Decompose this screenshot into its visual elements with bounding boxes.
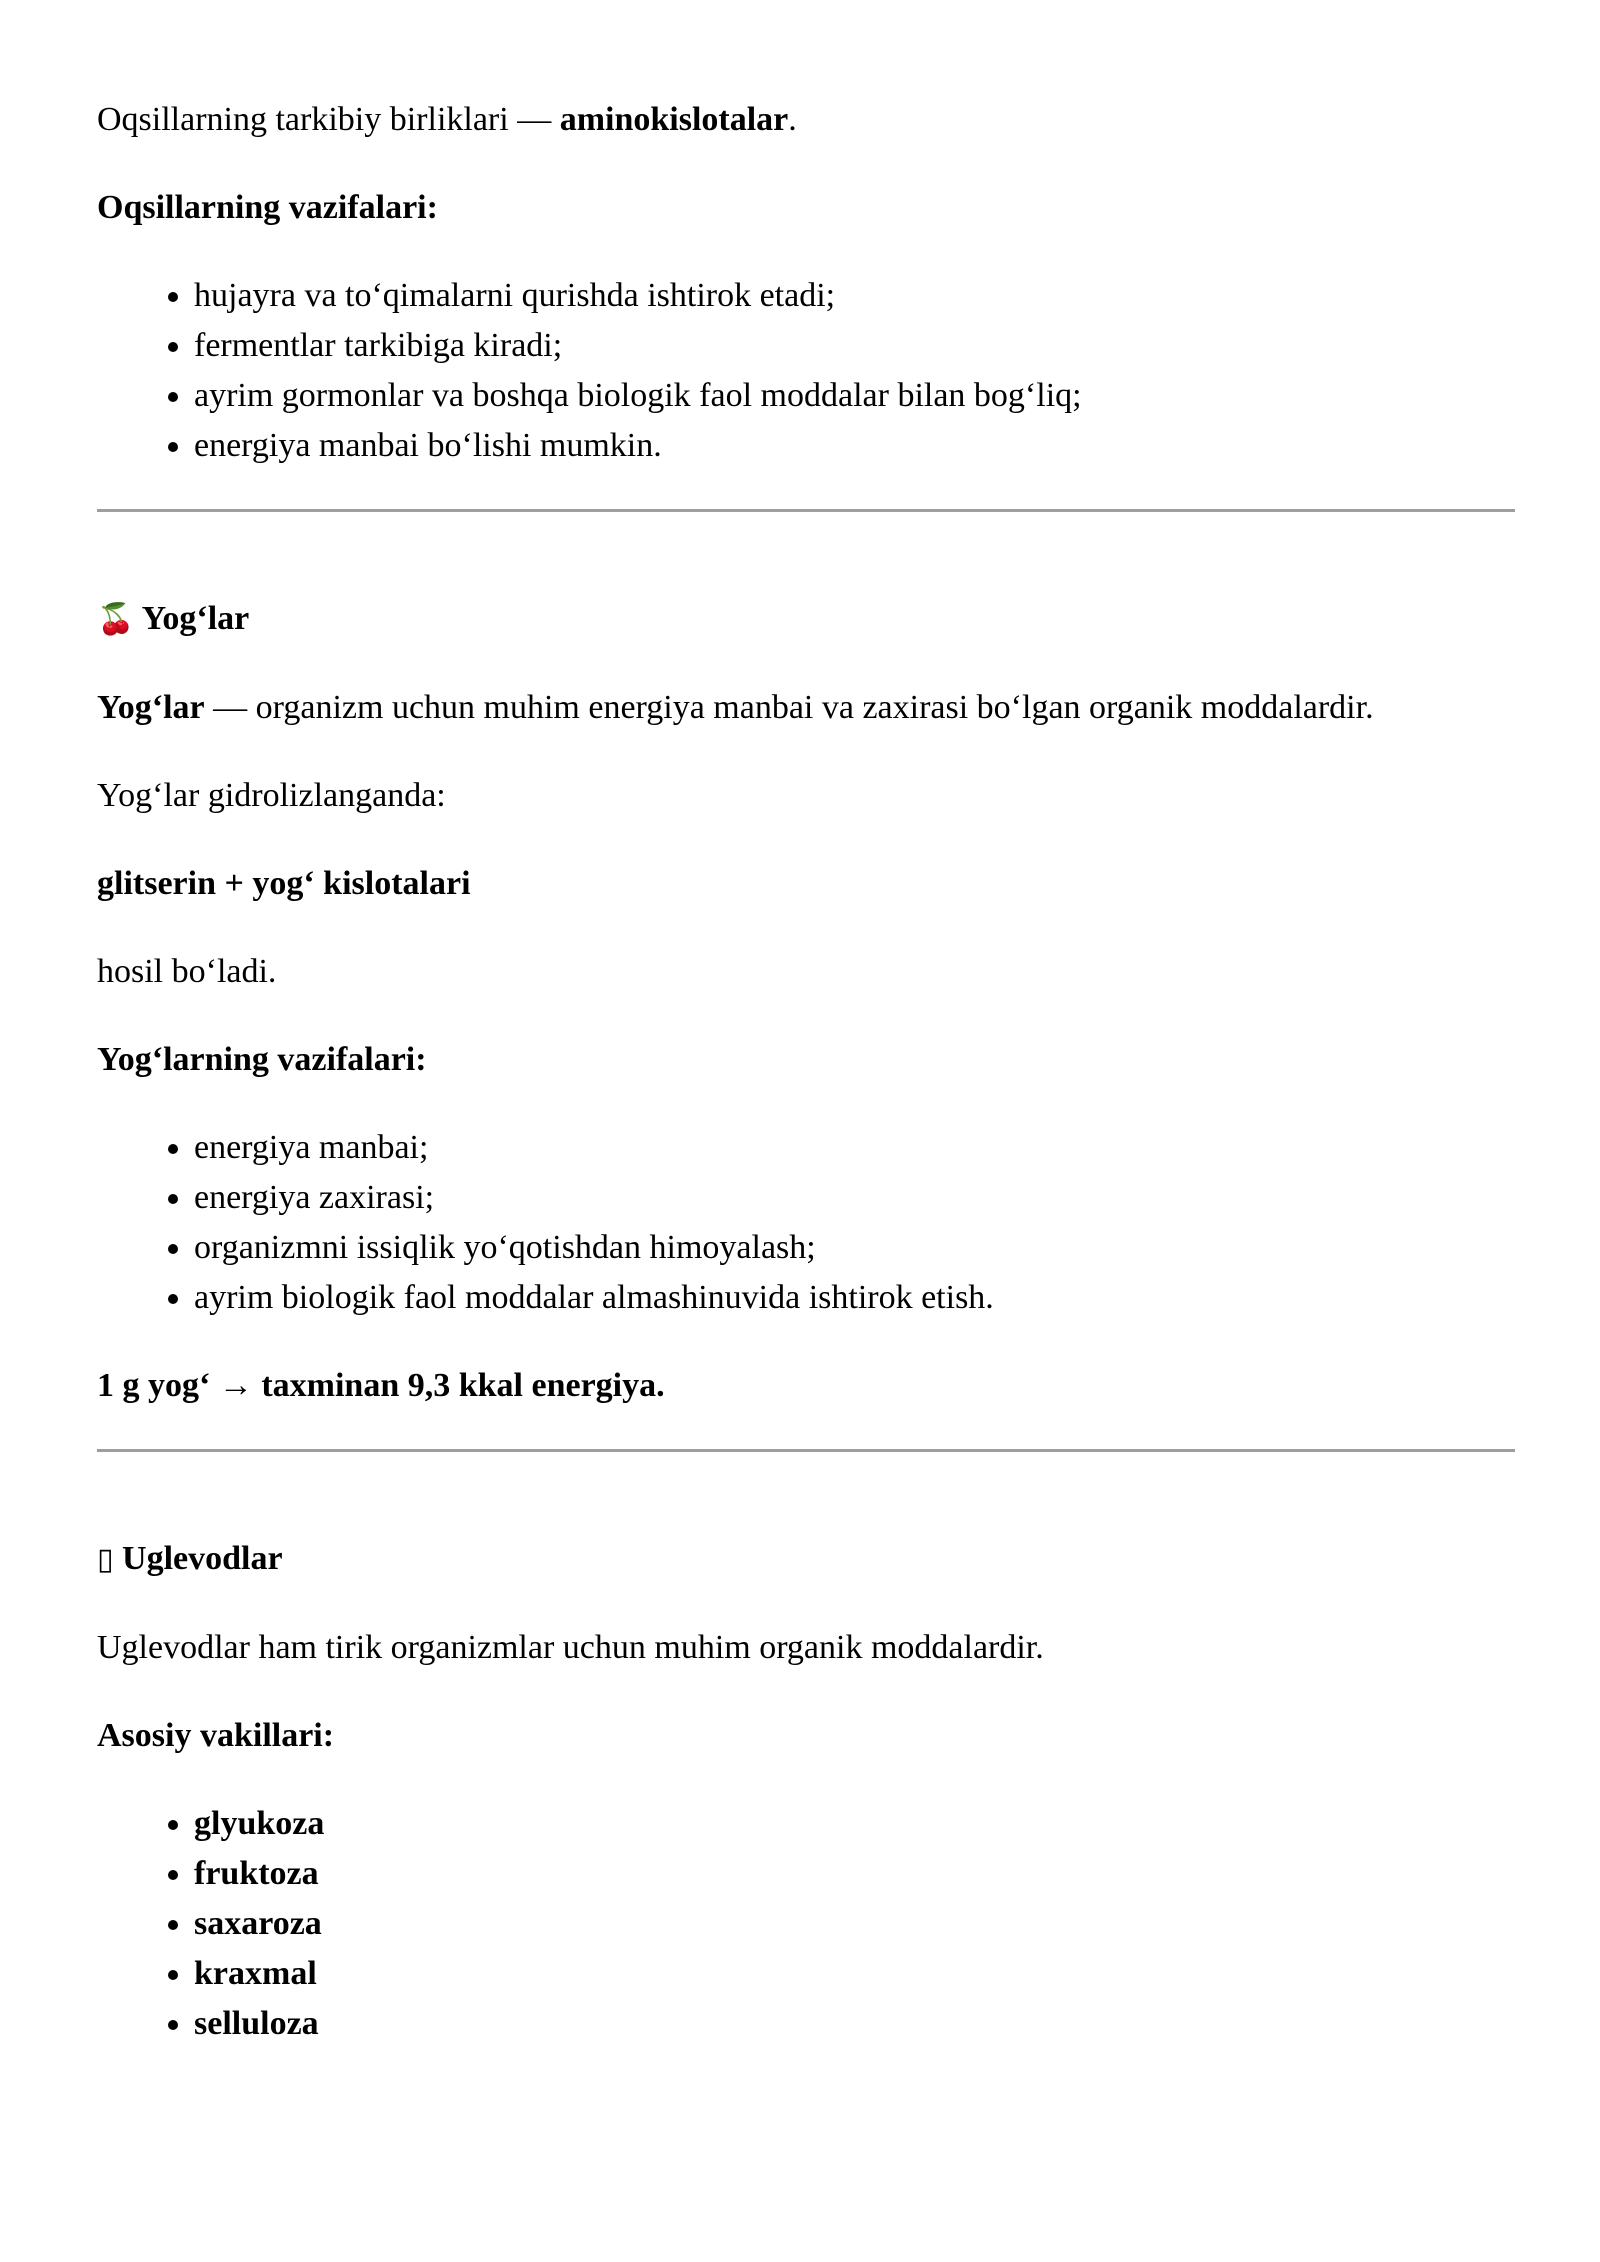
carbs-heading — [97, 1534, 1515, 1585]
fats-functions-title: Yog‘larning vazifalari: — [97, 1041, 427, 1078]
list-item: • fermentlar tarkibiga kiradi; — [194, 321, 1515, 371]
list-item: • ayrim biologik faol moddalar almashinuvida ishtirok etish. — [194, 1273, 1515, 1323]
cherries-icon: 🍒 — [97, 602, 135, 637]
fats-definition — [97, 683, 1515, 733]
carbs-intro: Uglevodlar ham tirik organizmlar uchun muhim organik moddalardir. — [97, 1629, 1044, 1666]
carbs-representatives-list — [97, 1799, 1515, 2049]
fats-heading — [97, 594, 1515, 645]
fats-hydrolysis-formula: glitserin + yog‘ kislotalari — [97, 865, 471, 902]
carbs-representatives-title: Asosiy vakillari: — [97, 1717, 335, 1754]
list-item: • hujayra va to‘qimalarni qurishda ishtirok etadi; — [194, 271, 1515, 321]
protein-functions-title: Oqsillarning vazifalari: — [97, 189, 438, 226]
spacer — [97, 512, 1515, 594]
list-item: • energiya zaxirasi; — [194, 1173, 1515, 1223]
missing-glyph-icon: ▯ — [97, 1542, 114, 1577]
protein-units-prefix: Oqsillarning tarkibiy birliklari — — [97, 101, 560, 138]
fats-definition-text: — organizm uchun muhim energiya manbai va zaxirasi bo‘lgan organik moddalardir. — [204, 689, 1374, 726]
fats-definition-term: Yog‘lar — [97, 689, 205, 726]
fats-hydrolysis-intro: Yog‘lar gidrolizlanganda: — [97, 777, 446, 814]
list-item: • energiya manbai; — [194, 1123, 1515, 1173]
list-item: • glyukoza — [194, 1799, 1515, 1849]
list-item: • selluloza — [194, 1999, 1515, 2049]
list-item: • organizmni issiqlik yo‘qotishdan himoyalash; — [194, 1223, 1515, 1273]
fats-functions-list — [97, 1123, 1515, 1323]
list-item: • saxaroza — [194, 1899, 1515, 1949]
protein-functions-list — [97, 271, 1515, 471]
list-item: • fruktoza — [194, 1849, 1515, 1899]
fats-hydrolysis-outro: hosil bo‘ladi. — [97, 953, 277, 990]
document-body — [97, 95, 1515, 2049]
carbs-title: Uglevodlar — [122, 1540, 283, 1577]
protein-units-term: aminokislotalar — [559, 101, 789, 138]
protein-units-line — [97, 95, 1515, 145]
list-item: • ayrim gormonlar va boshqa biologik faol moddalar bilan bog‘liq; — [194, 371, 1515, 421]
list-item: • kraxmal — [194, 1949, 1515, 1999]
list-item: • energiya manbai bo‘lishi mumkin. — [194, 421, 1515, 471]
fats-energy-note: 1 g yog‘ → taxminan 9,3 kkal energiya. — [97, 1367, 665, 1404]
fats-title: Yog‘lar — [141, 600, 250, 637]
spacer — [97, 1452, 1515, 1534]
protein-units-suffix: . — [788, 101, 797, 138]
